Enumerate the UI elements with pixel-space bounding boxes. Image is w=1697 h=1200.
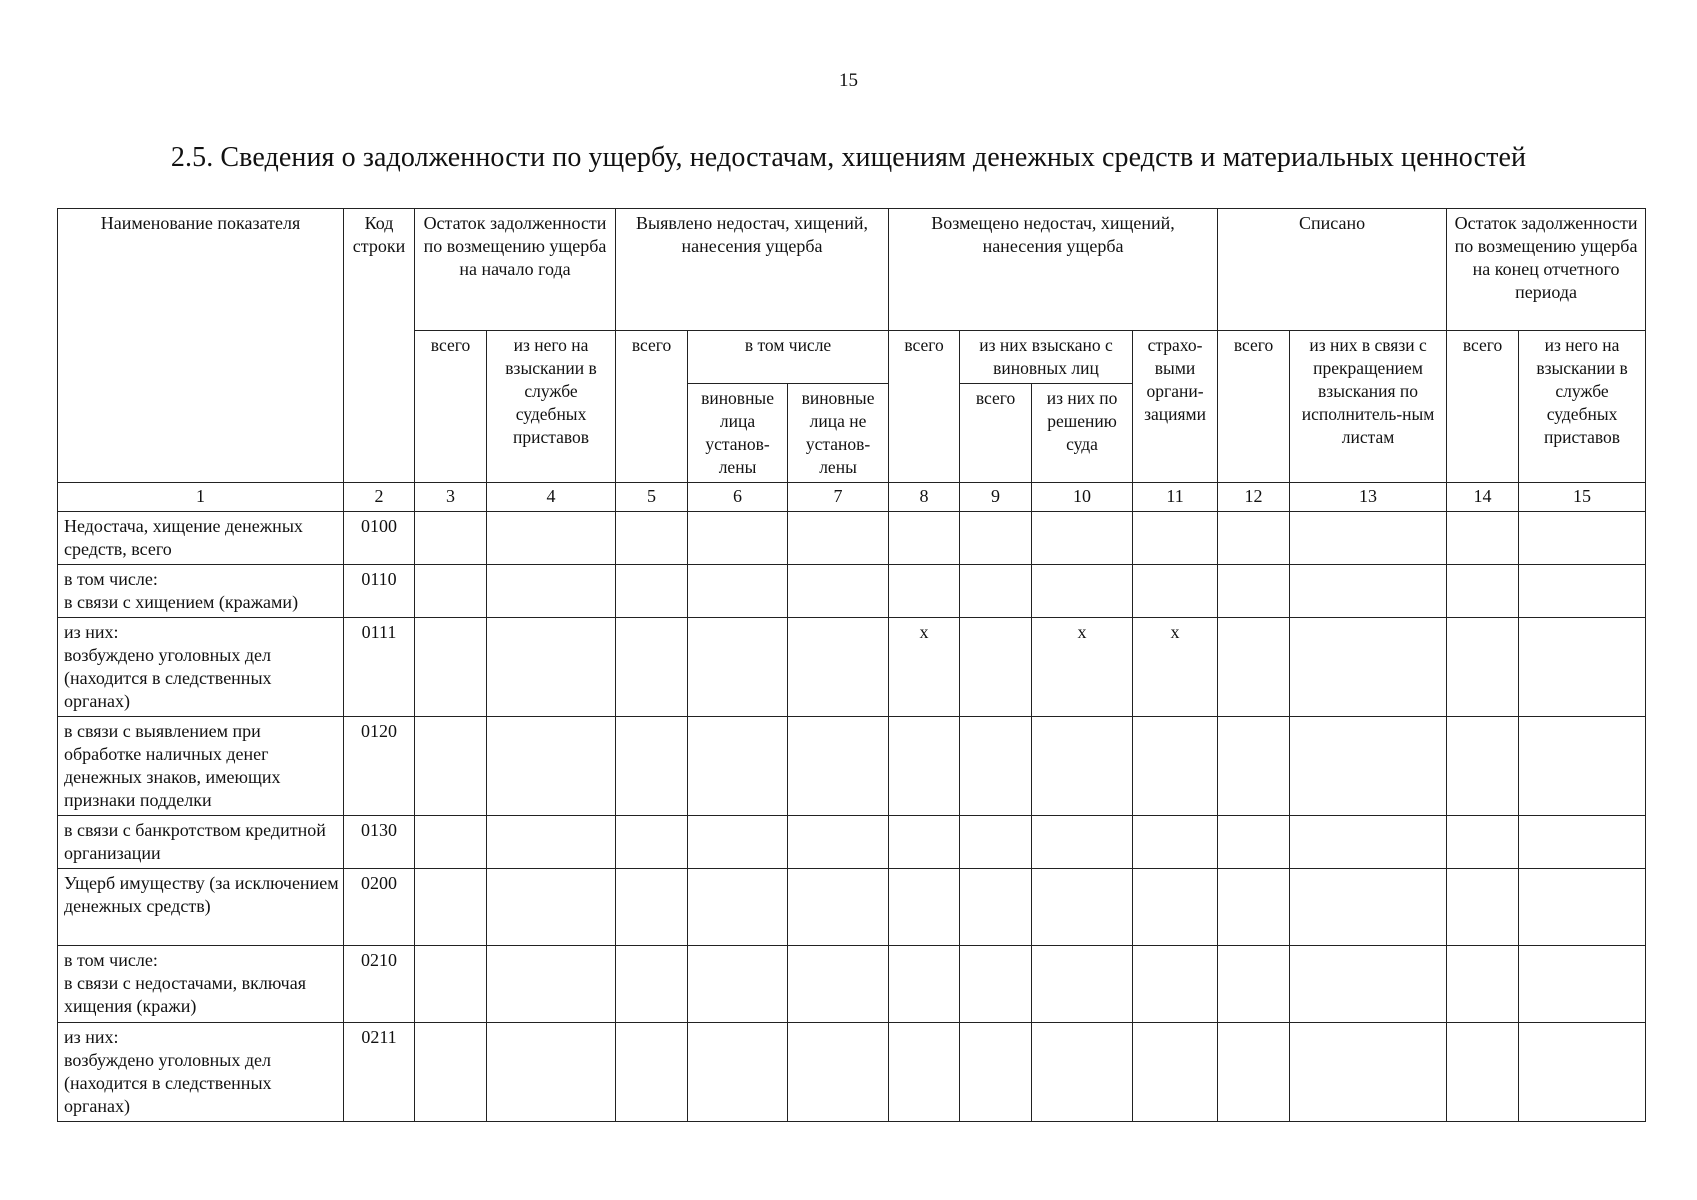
header-start-balance: Остаток задолженности по возмещению ущерба на начало года [415,209,616,331]
data-cell [1519,816,1646,869]
header-compensated-total: всего [889,331,960,483]
row-code: 0210 [344,946,415,1023]
data-cell [415,1023,487,1122]
row-name: в том числе: в связи с недостачами, включая хищения (кражи) [58,946,344,1023]
table-row [58,565,1646,618]
data-cell [1218,869,1290,946]
data-cell [616,946,688,1023]
data-cell [415,869,487,946]
data-cell [616,869,688,946]
data-cell [788,816,889,869]
table-row [58,717,1646,816]
table-row [58,816,1646,869]
data-cell [889,512,960,565]
header-insurers: страхо-выми органи-зациями [1133,331,1218,483]
data-cell [1032,717,1133,816]
header-written-off: Списано [1218,209,1447,331]
excluded-mark: x [889,618,960,717]
data-cell [616,1023,688,1122]
page-number: 15 [839,70,858,91]
header-start-bailiffs: из него на взыскании в службе судебных приставов [487,331,616,483]
data-cell [616,512,688,565]
data-cell [616,717,688,816]
header-end-bailiffs: из него на взыскании в службе судебных приставов [1519,331,1646,483]
data-cell [788,946,889,1023]
data-cell [788,717,889,816]
table-row [58,512,1646,565]
row-name: в том числе: в связи с хищением (кражами) [58,565,344,618]
data-cell [487,1023,616,1122]
data-cell [1218,1023,1290,1122]
header-compensated: Возмещено недостач, хищений, нанесения ущерба [889,209,1218,331]
data-cell [1218,512,1290,565]
header-culprits-known: виновные лица установ-лены [688,384,788,483]
column-number: 7 [788,483,889,512]
data-cell [1519,869,1646,946]
data-cell [889,1023,960,1122]
data-cell [1032,946,1133,1023]
column-number: 12 [1218,483,1290,512]
data-cell [487,946,616,1023]
column-number: 4 [487,483,616,512]
data-cell [960,816,1032,869]
data-cell [788,869,889,946]
row-code: 0200 [344,869,415,946]
data-cell [960,717,1032,816]
data-cell [889,946,960,1023]
column-number-row [58,483,1646,512]
data-cell [960,1023,1032,1122]
data-cell [616,816,688,869]
header-end-balance: Остаток задолженности по возмещению ущерба на конец отчетного периода [1447,209,1646,331]
column-number: 9 [960,483,1032,512]
data-cell [1519,512,1646,565]
header-detected: Выявлено недостач, хищений, нанесения ущерба [616,209,889,331]
column-number: 14 [1447,483,1519,512]
header-from-culprits: из них взыскано с виновных лиц [960,331,1133,384]
data-cell [415,816,487,869]
data-cell [415,565,487,618]
data-cell [1447,869,1519,946]
column-number: 1 [58,483,344,512]
data-cell [1218,565,1290,618]
data-cell [487,618,616,717]
data-cell [1133,512,1218,565]
data-cell [1519,946,1646,1023]
data-cell [788,618,889,717]
data-cell [1290,512,1447,565]
row-code: 0130 [344,816,415,869]
column-number: 13 [1290,483,1447,512]
row-name: в связи с выявлением при обработке наличных денег денежных знаков, имеющих признаки подделки [58,717,344,816]
data-cell [960,512,1032,565]
data-cell [487,717,616,816]
data-cell [788,565,889,618]
data-cell [1519,565,1646,618]
header-written-off-total: всего [1218,331,1290,483]
data-cell [1032,512,1133,565]
data-cell [1133,869,1218,946]
row-name: из них: возбуждено уголовных дел (находится в следственных органах) [58,1023,344,1122]
data-cell [1133,946,1218,1023]
data-cell [1290,565,1447,618]
row-code: 0111 [344,618,415,717]
data-cell [1290,618,1447,717]
data-cell [1290,946,1447,1023]
data-cell [1447,717,1519,816]
data-cell [487,565,616,618]
header-start-total: всего [415,331,487,483]
header-culprits-total: всего [960,384,1032,483]
row-code: 0110 [344,565,415,618]
data-cell [688,869,788,946]
table-body [58,512,1646,1122]
data-cell [1290,869,1447,946]
data-cell [1519,1023,1646,1122]
data-cell [1290,717,1447,816]
data-cell [688,717,788,816]
header-termination: из них в связи с прекращением взыскания по исполнитель-ным листам [1290,331,1447,483]
column-number: 15 [1519,483,1646,512]
data-cell [688,565,788,618]
column-number: 5 [616,483,688,512]
data-cell [688,1023,788,1122]
data-cell [1290,816,1447,869]
table-row [58,1023,1646,1122]
row-code: 0120 [344,717,415,816]
data-cell [1447,816,1519,869]
data-cell [1519,717,1646,816]
data-cell [889,717,960,816]
row-code: 0100 [344,512,415,565]
data-cell [1290,1023,1447,1122]
data-cell [1133,565,1218,618]
debt-report-table [57,208,1646,1122]
data-cell [889,565,960,618]
data-cell [616,618,688,717]
data-cell [1447,618,1519,717]
header-culprits-unknown: виновные лица не установ-лены [788,384,889,483]
data-cell [415,512,487,565]
row-name: в связи с банкротством кредитной организации [58,816,344,869]
data-cell [1218,717,1290,816]
header-end-total: всего [1447,331,1519,483]
data-cell [1447,1023,1519,1122]
data-cell [1218,816,1290,869]
column-number: 11 [1133,483,1218,512]
data-cell [415,946,487,1023]
row-name: Недостача, хищение денежных средств, всего [58,512,344,565]
data-cell [616,565,688,618]
data-cell [1133,816,1218,869]
table-header [58,209,1646,512]
data-cell [688,816,788,869]
data-cell [889,816,960,869]
data-cell [1519,618,1646,717]
data-cell [889,869,960,946]
table-row [58,618,1646,717]
data-cell [1133,717,1218,816]
table-row [58,946,1646,1023]
data-cell [415,717,487,816]
header-code: Код строки [344,209,415,483]
excluded-mark: x [1032,618,1133,717]
data-cell [1032,816,1133,869]
data-cell [1032,1023,1133,1122]
header-detected-including: в том числе [688,331,889,384]
data-cell [788,1023,889,1122]
data-cell [960,565,1032,618]
header-name: Наименование показателя [58,209,344,483]
data-cell [487,869,616,946]
data-cell [688,618,788,717]
section-title: 2.5. Сведения о задолженности по ущербу, недостачам, хищениям денежных средств и материальных ценностей [170,142,1527,173]
data-cell [415,618,487,717]
column-number: 6 [688,483,788,512]
data-cell [1032,869,1133,946]
data-cell [960,618,1032,717]
data-cell [1218,946,1290,1023]
column-number: 8 [889,483,960,512]
data-cell [960,869,1032,946]
data-cell [1032,565,1133,618]
data-cell [1133,1023,1218,1122]
row-code: 0211 [344,1023,415,1122]
table-row [58,869,1646,946]
row-name: Ущерб имуществу (за исключением денежных средств) [58,869,344,946]
data-cell [1447,565,1519,618]
excluded-mark: x [1133,618,1218,717]
data-cell [487,816,616,869]
column-number: 2 [344,483,415,512]
data-cell [788,512,889,565]
header-court: из них по решению суда [1032,384,1133,483]
column-number: 10 [1032,483,1133,512]
data-cell [487,512,616,565]
data-cell [960,946,1032,1023]
row-name: из них: возбуждено уголовных дел (находится в следственных органах) [58,618,344,717]
header-detected-total: всего [616,331,688,483]
data-cell [688,512,788,565]
column-number: 3 [415,483,487,512]
data-cell [1447,512,1519,565]
data-cell [688,946,788,1023]
data-cell [1447,946,1519,1023]
data-cell [1218,618,1290,717]
